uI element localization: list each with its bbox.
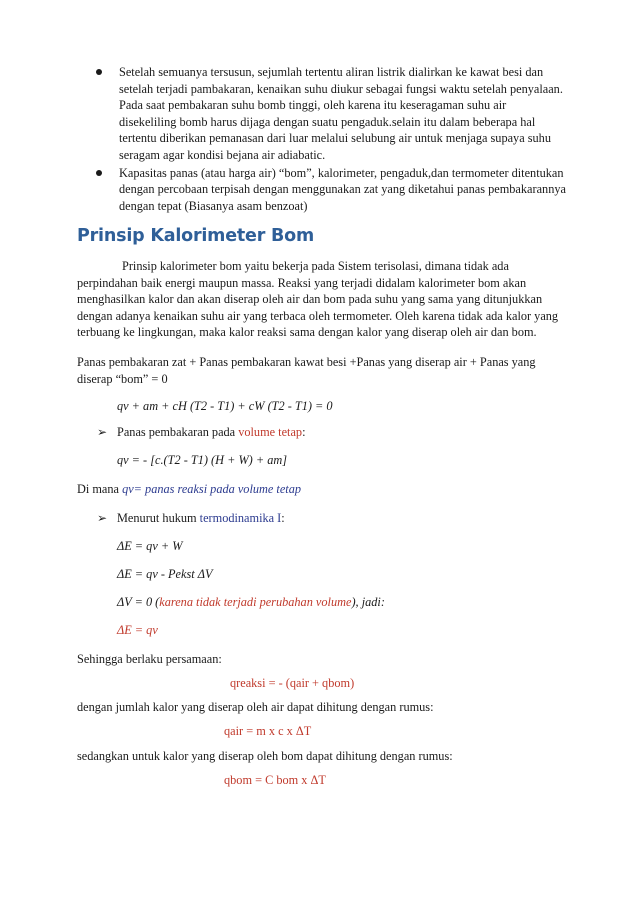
sehingga-text: Sehingga berlaku persamaan: [77,652,222,666]
bullet-icon [96,69,102,75]
equation-4: ΔE = qv - Pekst ΔV [117,567,213,581]
equation-2: qv = - [c.(T2 - T1) (H + W) + am] [117,453,288,467]
equation-7: qreaksi = - (qair + qbom) [230,676,355,690]
highlight-volume-tetap: volume tetap [238,425,303,439]
bullet-list [96,64,566,215]
definition-highlight: qv= panas reaksi pada volume tetap [122,482,302,496]
equation-6: ΔE = qv [117,623,158,637]
arrow-item-text: Menurut hukum [117,511,200,525]
equation-8: qair = m x c x ΔT [224,724,312,738]
bullet-text: Kapasitas panas (atau harga air) “bom”, kalorimeter, pengaduk,dan termometer ditentukan dengan percobaan terpisah dengan menggunakan zat yang diketahui panas pembakarannya dengan tepat (Biasanya asam benzoat) [119,165,566,213]
equation-1: qv + am + cH (T2 - T1) + cW (T2 - T1) = 0 [117,399,333,413]
highlight-termodinamika: termodinamika I [199,511,282,525]
bullet-text: Setelah semuanya tersusun, sejumlah tertentu aliran listrik dialirkan ke kawat besi dan setelah terjadi pambakaran, kenaikan suhu diukur sebagai fungsi waktu setelah penyalaan. Pada saat pembakaran suhu bomb tinggi, oleh karena itu keseragaman suhu air disekeliling bomb harus dijaga dengan suatu pengaduk.selain itu dalam beberapa hal tertentu diberikan pemanasan dari luar melalui selubung air untuk menjaga supaya suhu seragam agar kondisi bejana air adiabatic. [119,65,563,162]
paragraph-principle: Prinsip kalorimeter bom yaitu bekerja pada Sistem terisolasi, dimana tidak ada perpindahan baik energi maupun massa. Reaksi yang terjadi didalam kalorimeter bom akan menghasilkan kalor dan akan diserap oleh air dan bom pada suhu yang sama yang ditunjukkan dengan adanya kenaikan suhu air yang terbaca oleh termometer. Oleh karena tidak ada kalor yang terbuang ke lingkungan, maka kalor reaksi sama dengan kalor yang diserap oleh air dan bom. [77,259,559,340]
definition-prefix: Di mana [77,482,123,496]
arrow-item-text: Panas pembakaran pada [117,425,239,439]
arrow-item-volume [117,424,306,440]
arrow-item-suffix: : [302,425,306,439]
equation-5-highlight: karena tidak terjadi perubahan volume [159,595,352,609]
bullet-item [96,165,566,215]
bullet-icon [96,170,102,176]
arrow-bullet-icon: ➢ [97,511,108,525]
paragraph-heat-sum: Panas pembakaran zat + Panas pembakaran kawat besi +Panas yang diserap air + Panas yang diserap “bom” = 0 [77,355,536,386]
equation-9: qbom = C bom x ΔT [224,773,326,787]
equation-5-suffix: ), jadi: [351,595,385,609]
section-heading: Prinsip Kalorimeter Bom [77,226,315,246]
dengan-text: dengan jumlah kalor yang diserap oleh air dapat dihitung dengan rumus: [77,700,434,714]
bullet-item [96,64,566,164]
arrow-item-thermo [117,510,285,526]
definition-line [77,481,301,497]
equation-3: ΔE = qv + W [117,539,183,553]
sedangkan-text: sedangkan untuk kalor yang diserap oleh bom dapat dihitung dengan rumus: [77,749,453,763]
equation-5-text: ΔV = 0 ( [117,595,160,609]
arrow-item-suffix: : [281,511,285,525]
arrow-bullet-icon: ➢ [97,425,108,439]
equation-5 [117,594,385,610]
